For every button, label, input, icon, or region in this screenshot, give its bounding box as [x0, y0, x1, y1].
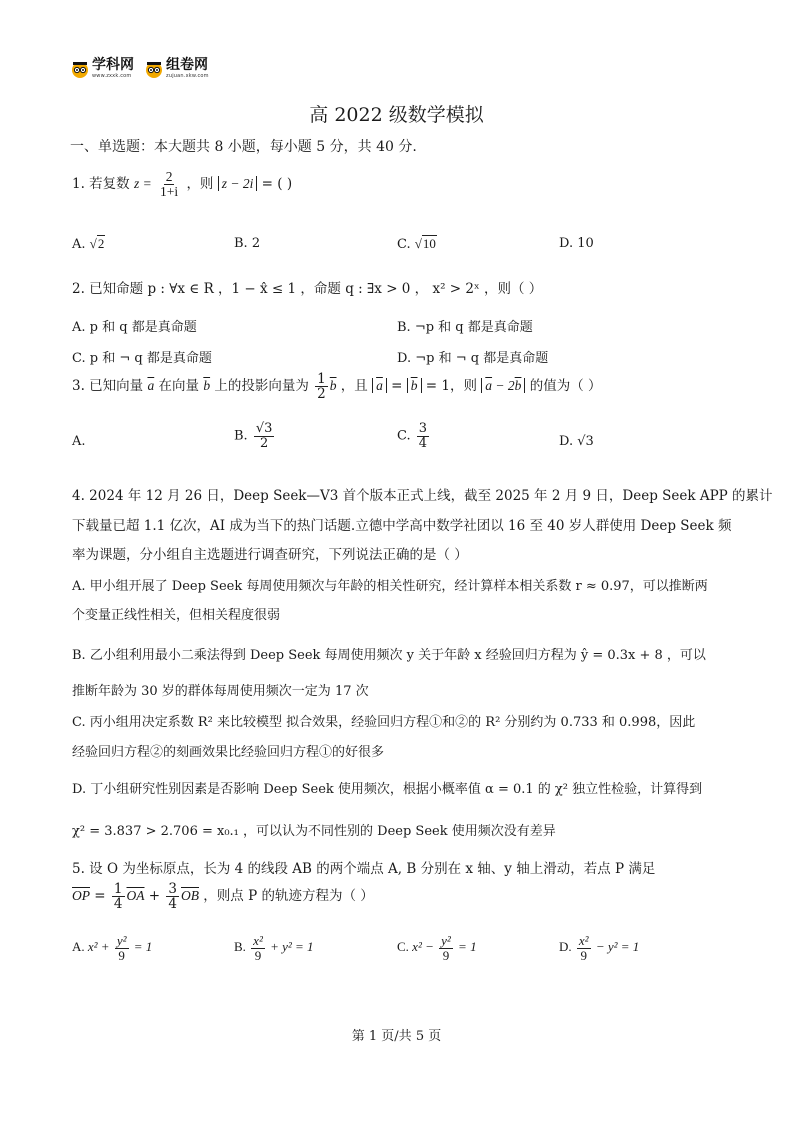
option-label: C. [397, 237, 411, 252]
q1-mid: ，则 [186, 176, 214, 193]
logo-zujuanwang [144, 58, 209, 79]
q5-plus: + [148, 888, 161, 905]
option-label: B. [234, 428, 248, 444]
q4-option-a-line-2: 个变量正线性相关，但相关程度很弱 [72, 608, 281, 623]
option-text: p 和 q 都是真命题 [89, 320, 197, 335]
q5-option-b[interactable]: B. $\frac{\text{x²}}{9}$ + y² = 1 [234, 933, 314, 963]
option-label: B. [234, 939, 246, 955]
q3-vec-a: $\overline{a}$ [147, 378, 155, 394]
q3-abs-expr: $\overline{a} - 2\overline{b}$ [481, 378, 525, 393]
q1-option-d[interactable] [559, 236, 594, 251]
q1-option-b[interactable] [234, 236, 260, 251]
q2-option-c[interactable] [72, 347, 212, 366]
option-label: C. [397, 428, 411, 444]
q2-option-b[interactable] [397, 316, 533, 335]
q5-frac-1: $\frac{1}{4}$ [113, 881, 123, 913]
q1-num: 2 [165, 169, 173, 184]
option-text: √3 [577, 434, 594, 449]
q3-option-d[interactable] [559, 434, 594, 449]
q3-text: 上的投影向量为 [214, 378, 309, 395]
question-1 [72, 170, 292, 199]
q1-option-d-value: 10 [577, 236, 594, 251]
q3-abs-b: $\overline{b}$ [407, 378, 422, 393]
option-text: ¬p 和 ¬ q 都是真命题 [415, 351, 549, 366]
q1-option-a[interactable] [72, 236, 105, 252]
q3-option-a[interactable] [72, 434, 86, 449]
logo-url: www.zxxk.com [92, 73, 132, 79]
option-label: B. [234, 236, 248, 251]
q3-fraction [315, 372, 328, 401]
q1-option-b-value: 2 [251, 236, 261, 251]
q1-option-a-value: √2 [89, 236, 105, 251]
option-label: D. [397, 351, 412, 366]
page-title: 高 2022 级数学模拟 [309, 104, 484, 126]
q3-frac-num: 1 [317, 371, 326, 387]
option-label: A. [72, 434, 86, 449]
q5-option-a[interactable]: A. x² + $\frac{\text{y²}}{9}$ = 1 [72, 933, 153, 963]
q5-tail: ，则点 P 的轨迹方程为（ ） [203, 888, 374, 905]
header-logos [70, 58, 219, 79]
option-label: B. [397, 320, 411, 335]
q4-option-d-line-2: χ² = 3.837 > 2.706 = x₀.₁ ，可以认为不同性别的 Deep Seek 使用频次没有差异 [72, 824, 556, 839]
q5-vec-oa: $\overline{OA}$ [126, 888, 145, 904]
option-label: D. [559, 434, 574, 449]
owl-icon [70, 59, 90, 79]
q1-prefix: 1. 若复数 [72, 176, 130, 193]
q3-option-c[interactable] [397, 422, 431, 450]
q5-option-c[interactable]: C. x² − $\frac{\text{y²}}{9}$ = 1 [397, 933, 477, 963]
q3-option-b[interactable] [234, 422, 276, 450]
section-heading: 一、单选题：本大题共 8 小题，每小题 5 分，共 40 分. [70, 139, 417, 155]
q3-option-c-frac: $\frac{3}{4}$ [418, 421, 428, 451]
q3-vec-b2: $\overline{b}$ [329, 378, 337, 394]
q4-option-b-line-2: 推断年龄为 30 岁的群体每周使用频次一定为 17 次 [72, 684, 369, 699]
question-4-line-1: 4. 2024 年 12 月 26 日，Deep Seek—V3 首个版本正式上线，截至 2025 年 2 月 9 日，Deep Seek APP 的累计 [72, 488, 773, 504]
q3-text: ，且 [340, 378, 368, 395]
q1-fraction [158, 170, 180, 199]
question-4-line-2: 下载量已超 1.1 亿次，AI 成为当下的热门话题.立德中学高中数学社团以 16 至 40 岁人群使用 Deep Seek 频 [72, 518, 732, 534]
option-label: A. [72, 939, 85, 955]
q4-option-c-line-2: 经验回归方程②的刻画效果比经验回归方程①的好很多 [72, 745, 385, 760]
option-label: A. [72, 320, 86, 335]
q3-option-b-frac: $\frac{√3}{2}$ [255, 421, 273, 451]
q4-option-b-line-1[interactable]: B. 乙小组利用最小二乘法得到 Deep Seek 每周使用频次 y 关于年龄 x 经验回归方程为 ŷ = 0.3x + 8 ，可以 [72, 648, 706, 663]
q1-abs-expr: z − 2i [218, 176, 258, 191]
q3-text: 在向量 [158, 378, 200, 395]
page-footer: 第 1 页/共 5 页 [351, 1029, 442, 1044]
option-label: C. [72, 351, 86, 366]
option-text: p 和 ¬ q 都是真命题 [89, 351, 212, 366]
q5-vec-op: $\overline{OP}$ [72, 888, 90, 904]
q4-option-d-line-1[interactable]: D. 丁小组研究性别因素是否影响 Deep Seek 使用频次，根据小概率值 α = 0.1 的 χ² 独立性检验，计算得到 [72, 782, 703, 797]
option-label: C. [397, 939, 409, 955]
option-label: D. [559, 939, 572, 955]
q3-abs-a: $\overline{a}$ [372, 378, 387, 393]
q2-option-d[interactable] [397, 347, 548, 366]
option-text: ¬p 和 q 都是真命题 [414, 320, 533, 335]
logo-xuekewang [70, 58, 134, 79]
q1-z-lhs: z = [133, 176, 152, 192]
question-5-line-2 [72, 882, 374, 911]
q5-frac-2: $\frac{3}{4}$ [168, 881, 177, 913]
q2-option-a[interactable] [72, 316, 197, 335]
question-4-line-3: 率为课题，分小组自主选题进行调查研究，下列说法正确的是（ ） [72, 547, 468, 563]
q3-text: 3. 已知向量 [72, 378, 144, 395]
q5-option-d[interactable]: D. $\frac{\text{x²}}{9}$ − y² = 1 [559, 933, 640, 963]
q4-option-c-line-1[interactable]: C. 丙小组用决定系数 R² 来比较模型 拟合效果，经验回归方程①和②的 R² 分别约为 0.733 和 0.998，因此 [72, 715, 696, 730]
logo-name: 学科网 [92, 57, 134, 73]
option-label: A. [72, 237, 86, 252]
logo-url: zujuan.xkw.com [166, 73, 209, 79]
question-5-line-1: 5. 设 O 为坐标原点，长为 4 的线段 AB 的两个端点 A, B 分别在 x 轴、y 轴上滑动，若点 P 满足 [72, 861, 656, 877]
q1-den: 1+i [160, 184, 179, 200]
question-3: 3. 已知向量 $\overline{a}$ 在向量 $\overline{b}$ 上的投影向量为 $\frac{1}{2}$ $\overline{b}$ ，且 $\overline{a} = \overline{b} = 1$，则 $\overline{a} - 2\overline{b}$ 的值为（ ） [72, 371, 602, 403]
option-label: D. [559, 236, 574, 251]
owl-icon [144, 59, 164, 79]
q3-vec-b: $\overline{b}$ [203, 378, 211, 394]
q1-option-c-value: √10 [414, 236, 436, 251]
q1-option-c[interactable] [397, 236, 437, 252]
q3-text: 的值为（ ） [529, 378, 602, 395]
q5-vec-ob: $\overline{OB}$ [181, 888, 199, 904]
q3-text: = 1，则 [425, 378, 477, 395]
logo-name: 组卷网 [166, 57, 208, 73]
q4-option-a-line-1[interactable]: A. 甲小组开展了 Deep Seek 每周使用频次与年龄的相关性研究，经计算样本相关系数 r ≈ 0.97，可以推断两 [72, 579, 708, 594]
q1-tail: = ( ) [261, 176, 293, 193]
q5-eq: = [94, 888, 106, 905]
q3-frac-den: 2 [317, 386, 326, 403]
question-2: 2. 已知命题 p : ∀x ∈ R ，1 − x̂ ≤ 1 ，命题 q : ∃x > 0 ， x² > 2ˣ ，则（ ） [72, 281, 543, 297]
